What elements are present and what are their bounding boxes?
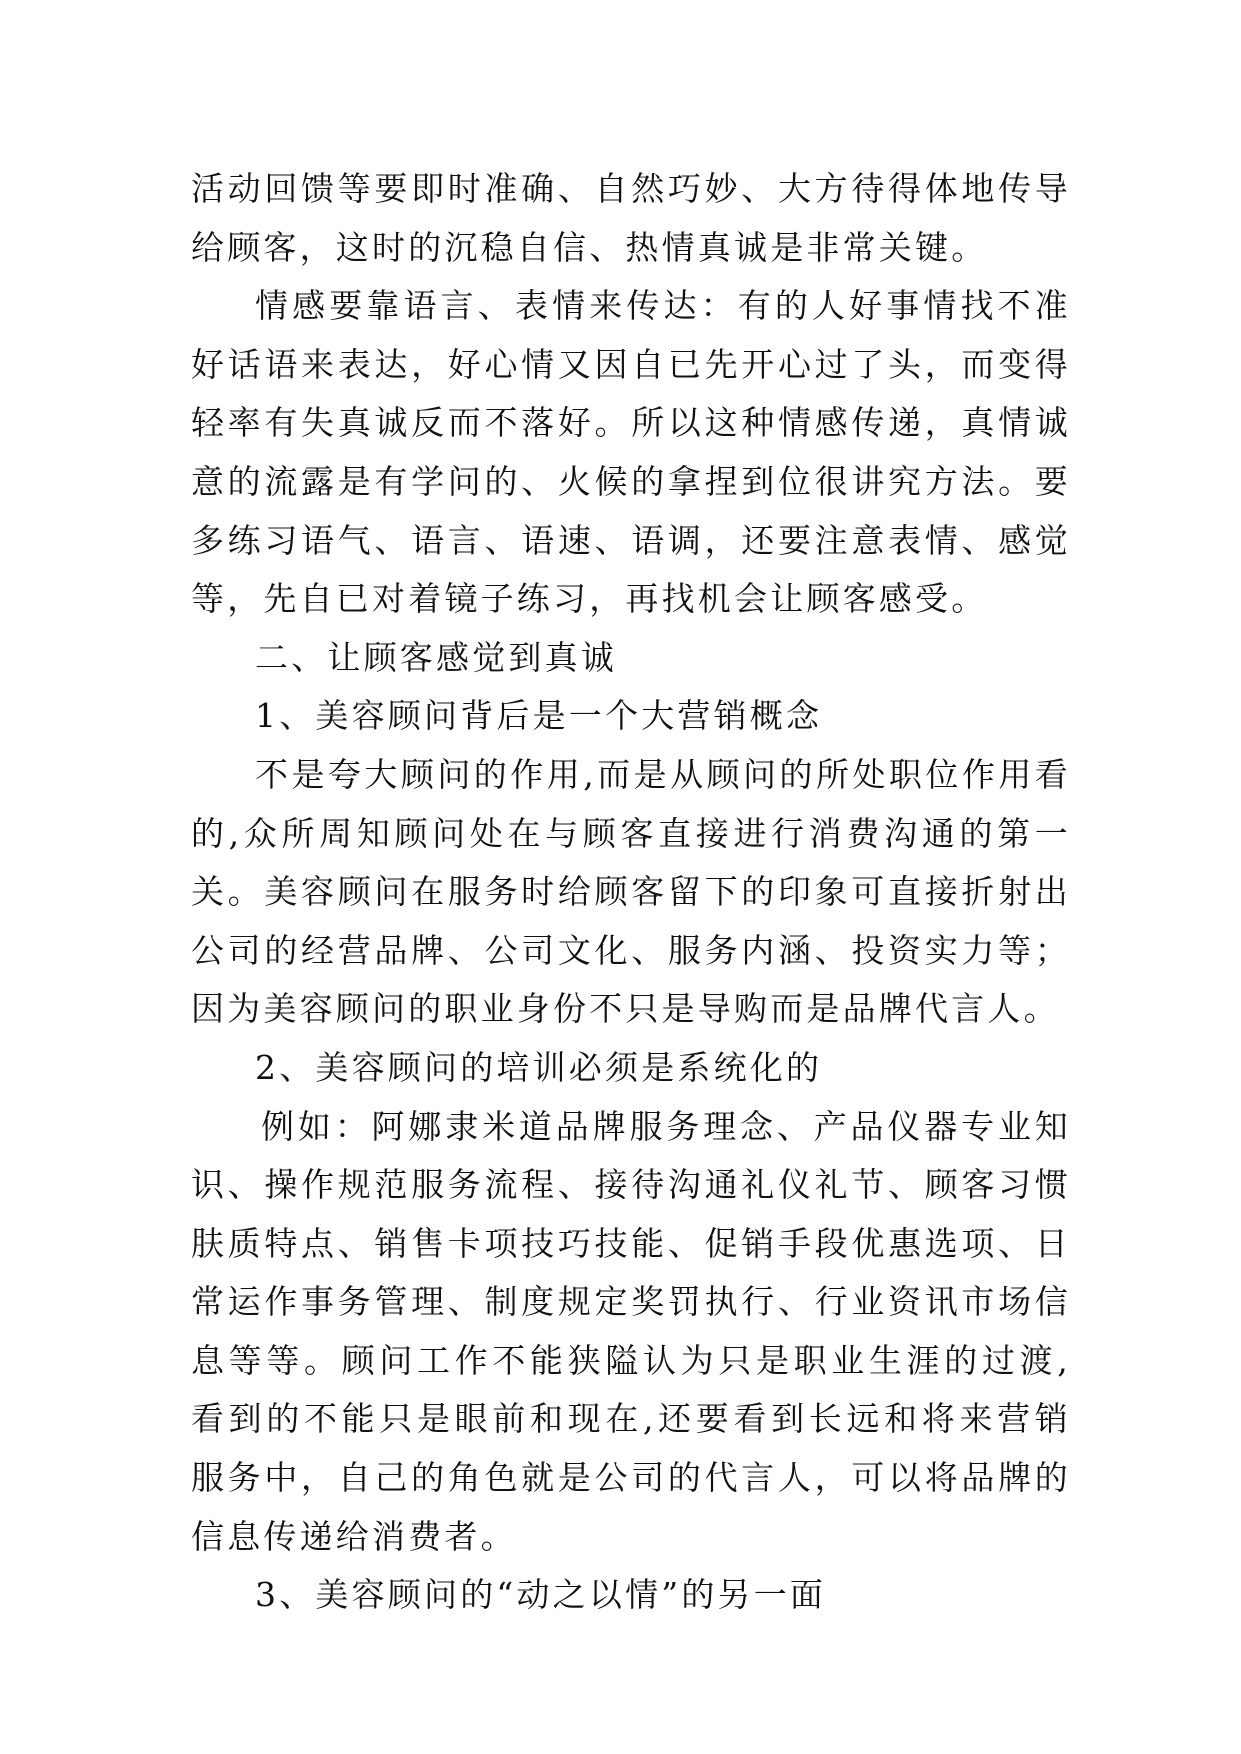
paragraph-training-examples: 例如：阿娜隶米道品牌服务理念、产品仪器专业知识、操作规范服务流程、接待沟通礼仪礼节、顾客习惯肤质特点、销售卡项技巧技能、促销手段优惠选项、日常运作事务管理、制度规定奖罚执行、行业资讯市场信息等等。顾问工作不能狭隘认为只是职业生涯的过渡,看到的不能只是眼前和现在,还要看到长远和将来营销服务中，自己的角色就是公司的代言人，可以将品牌的信息传递给消费者。 xyxy=(191,1106,1071,1556)
section-heading-sincerity: 二、让顾客感觉到真诚 xyxy=(255,637,617,677)
subheading-1: 1、美容顾问背后是一个大营销概念 xyxy=(255,696,823,736)
paragraph-marketing-concept: 不是夸大顾问的作用,而是从顾问的所处职位作用看的,众所周知顾问处在与顾客直接进行消费沟通的第一关。美容顾问在服务时给顾客留下的印象可直接折射出公司的经营品牌、公司文化、服务内涵、投资实力等；因为美容顾问的职业身份不只是导购而是品牌代言人。 xyxy=(191,754,1071,1029)
paragraph-emotion-expression: 情感要靠语言、表情来传达：有的人好事情找不准好话语来表达，好心情又因自已先开心过了头，而变得轻率有失真诚反而不落好。所以这种情感传递，真情诚意的流露是有学问的、火候的拿捏到位很讲究方法。要多练习语气、语言、语速、语调，还要注意表情、感觉等，先自已对着镜子练习，再找机会让顾客感受。 xyxy=(191,286,1071,619)
document-body xyxy=(191,160,1071,1625)
subheading-2: 2、美容顾问的培训必须是系统化的 xyxy=(255,1047,823,1087)
subheading-3: 3、美容顾问的“动之以情”的另一面 xyxy=(255,1575,827,1615)
paragraph-continuation: 活动回馈等要即时准确、自然巧妙、大方待得体地传导给顾客，这时的沉稳自信、热情真诚是非常关键。 xyxy=(191,169,1071,267)
